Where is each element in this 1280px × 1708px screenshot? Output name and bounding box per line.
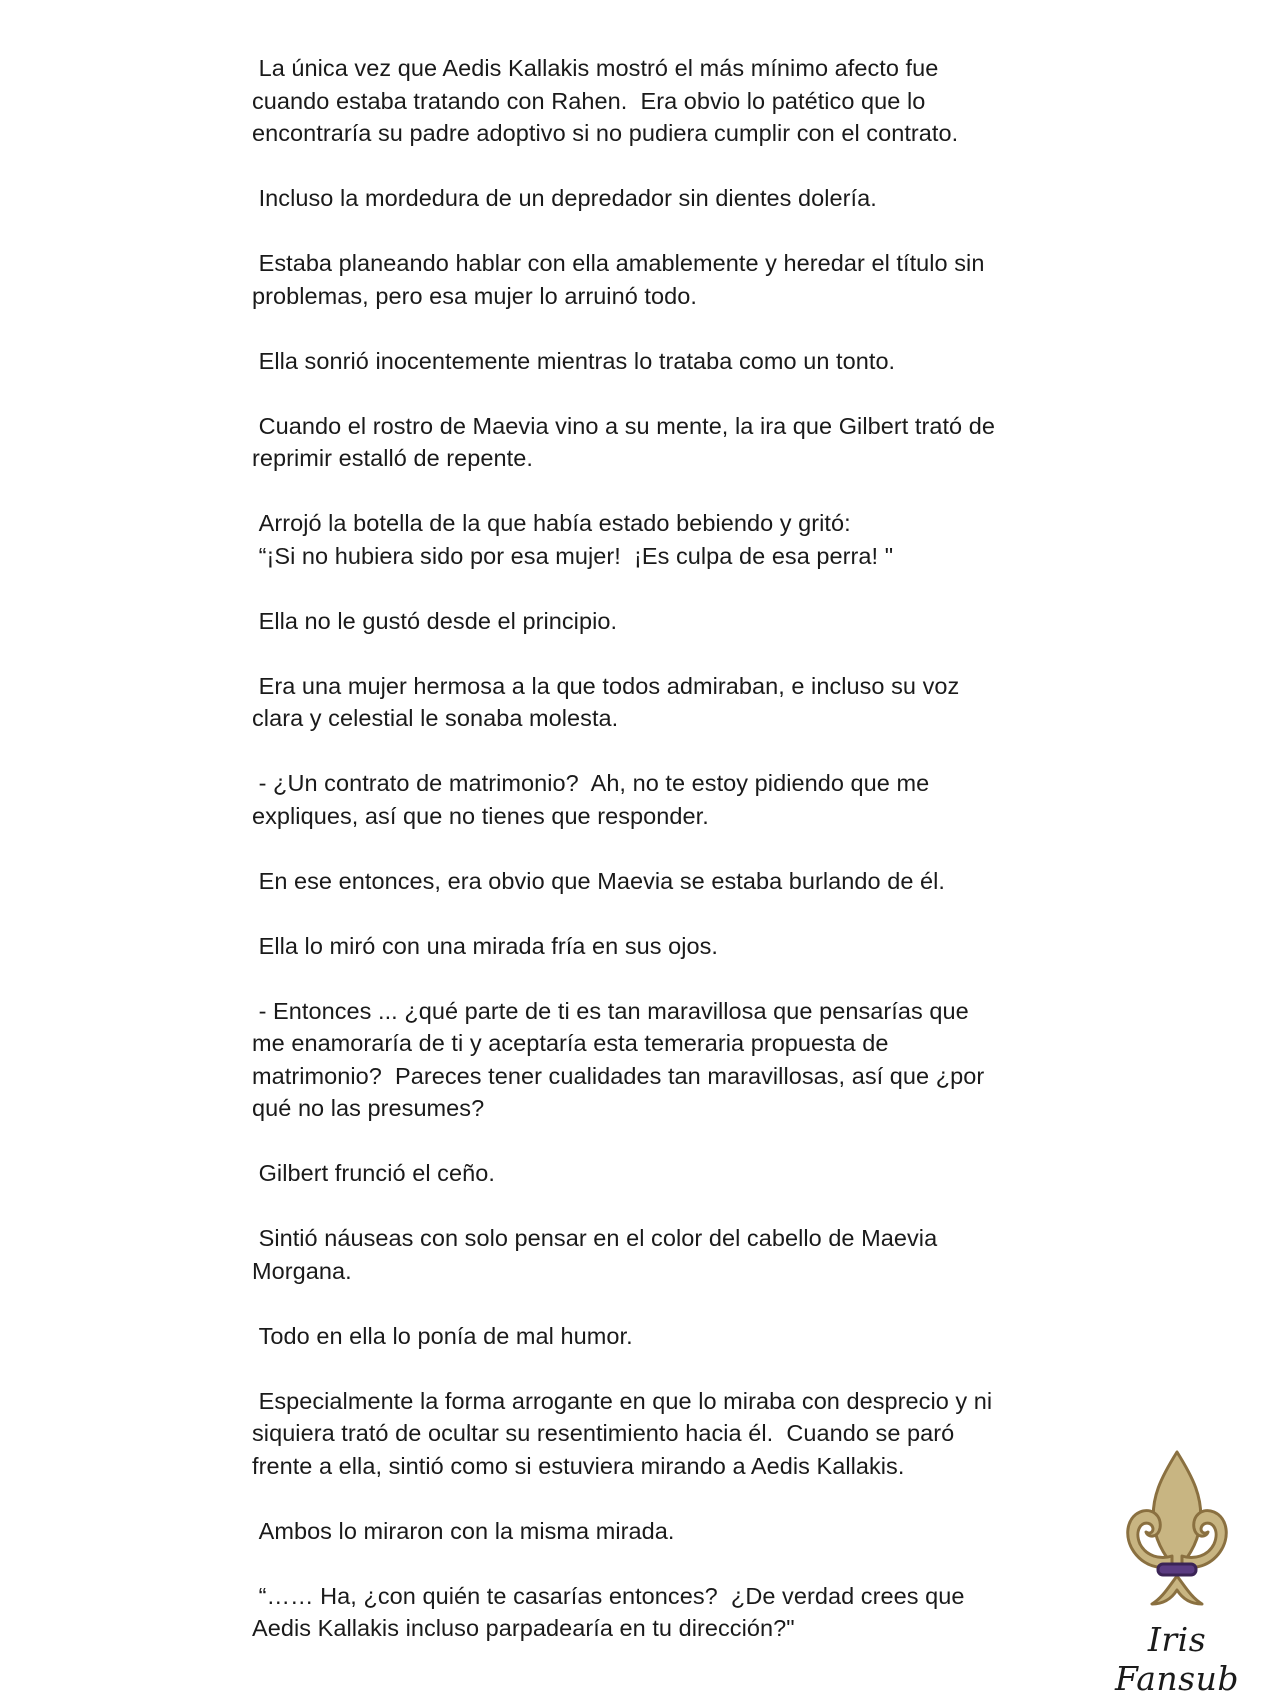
watermark-logo [1082, 1448, 1272, 1698]
paragraph: Todo en ella lo ponía de mal humor. [252, 1322, 633, 1349]
paragraph: Especialmente la forma arrogante en que lo miraba con desprecio y ni siquiera trató de ocultar su resentimiento hacia él. Cuando se paró frente a ella, sintió como si estuviera mirando a Aedis Kallakis. [252, 1387, 993, 1479]
paragraph: Gilbert frunció el ceño. [252, 1160, 495, 1186]
paragraph: Ambos lo miraron con la misma mirada. [252, 1517, 675, 1544]
paragraph: - ¿Un contrato de matrimonio? Ah, no te estoy pidiendo que me expliques, así que no tienes que responder. [252, 770, 930, 829]
paragraph: Ella no le gustó desde el principio. [252, 607, 618, 634]
paragraph: Arrojó la botella de la que había estado bebiendo y gritó: “¡Si no hubiera sido por esa mujer! ¡Es culpa de esa perra! " [258, 510, 894, 569]
paragraph: Ella lo miró con una mirada fría en sus ojos. [252, 932, 719, 959]
watermark-text: Iris Fansub [1115, 1620, 1239, 1698]
paragraph: Era una mujer hermosa a la que todos admiraban, e incluso su voz clara y celestial le sonaba molesta. [252, 672, 960, 731]
paragraph: Cuando el rostro de Maevia vino a su mente, la ira que Gilbert trató de reprimir estalló de repente. [252, 412, 995, 471]
paragraph: En ese entonces, era obvio que Maevia se estaba burlando de él. [252, 867, 946, 894]
paragraph: - Entonces ... ¿qué parte de ti es tan maravillosa que pensarías que me enamoraría de ti y aceptaría esta temeraria propuesta de matrimonio? Pareces tener cualidades tan maravillosas, así que ¿por qué no las presumes? [252, 997, 985, 1121]
fleur-de-lis-icon [1122, 1448, 1232, 1618]
paragraph: Estaba planeando hablar con ella amablemente y heredar el título sin problemas, pero esa mujer lo arruinó todo. [252, 250, 985, 309]
paragraph: La única vez que Aedis Kallakis mostró el más mínimo afecto fue cuando estaba tratando con Rahen. Era obvio lo patético que lo encontraría su padre adoptivo si no pudiera cumplir con el contrato. [252, 55, 959, 146]
paragraph: “…… Ha, ¿con quién te casarías entonces? ¿De verdad crees que Aedis Kallakis incluso parpadearía en tu dirección?" [252, 1582, 965, 1641]
paragraph: Sintió náuseas con solo pensar en el color del cabello de Maevia Morgana. [252, 1225, 938, 1284]
paragraph: Incluso la mordedura de un depredador sin dientes dolería. [252, 185, 877, 211]
document-body [252, 52, 1052, 1677]
paragraph: Ella sonrió inocentemente mientras lo trataba como un tonto. [252, 347, 896, 374]
